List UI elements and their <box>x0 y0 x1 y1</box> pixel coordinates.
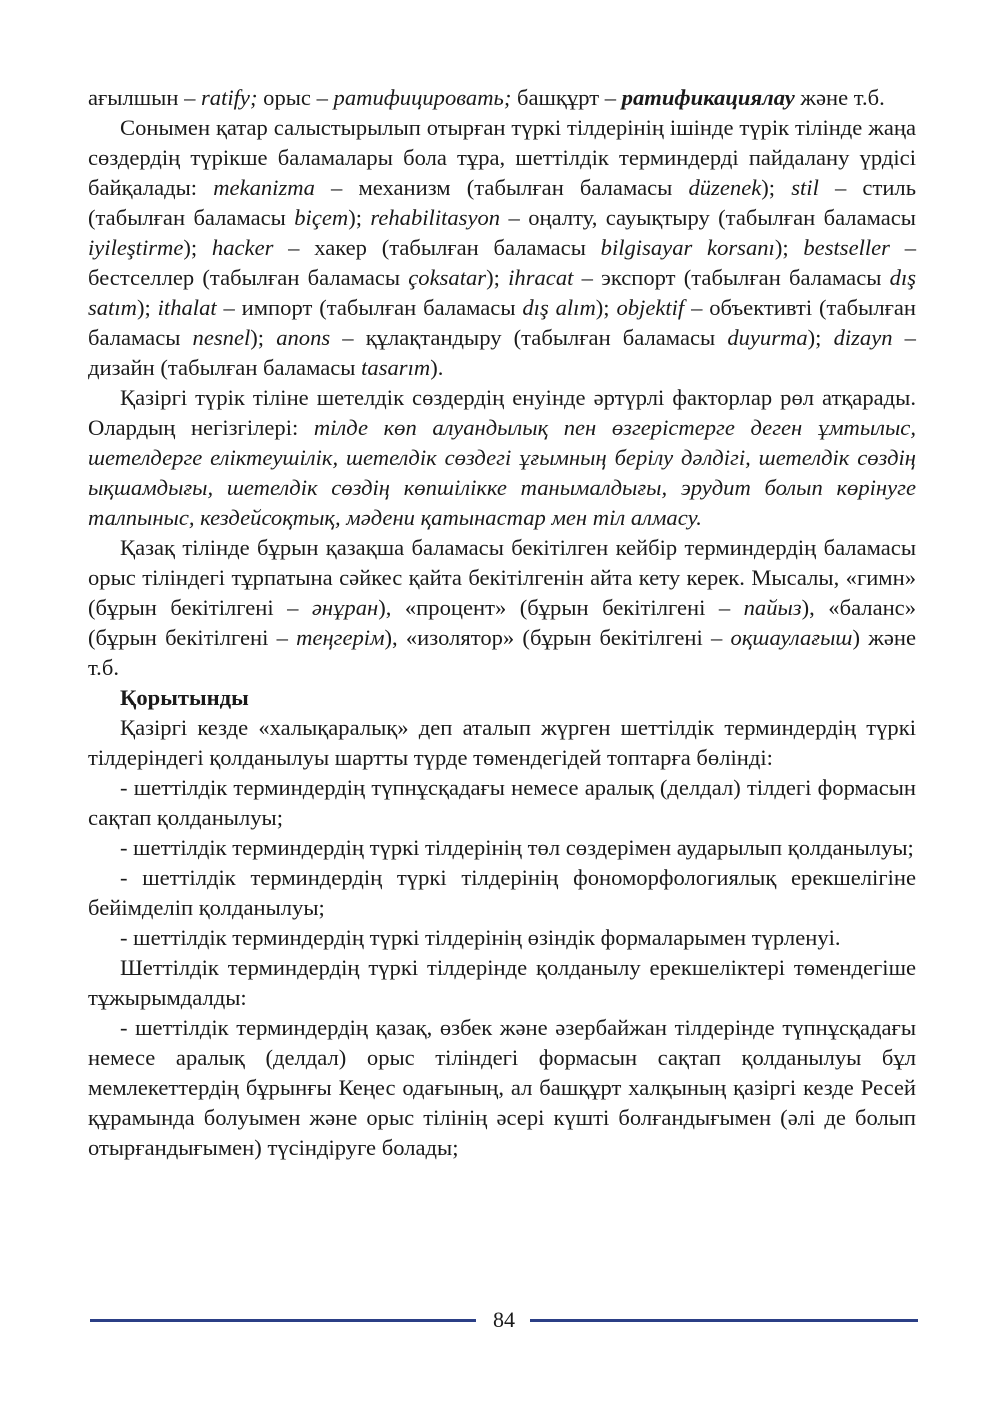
text-run: Сонымен қатар салыстырылып отырған түркі тілдерінің ішінде түрік тілінде жаңа сөздердің түрікше баламалары бола тұра, шеттілдік терминдерді пайдалану үрдісі байқалады: <box>88 115 916 200</box>
text-run: ihracat <box>508 265 574 290</box>
text-run: - шеттілдік терминдердің түркі тілдерінің өзіндік формаларымен түрленуі. <box>120 925 841 950</box>
text-run: – хакер (табылған баламасы <box>273 235 601 260</box>
text-run: – объективті (табылған баламасы <box>88 295 916 350</box>
text-run: ағылшын – <box>88 85 202 110</box>
page-body <box>88 83 916 1163</box>
text-run: ), «баланс» (бұрын бекітілгені – <box>88 595 917 650</box>
text-run: Қазіргі кезде «халықаралық» деп аталып жүрген шеттілдік терминдердің түркі тілдеріндегі қолданылуы шартты түрде төмендегідей топтарға бөлінді: <box>88 715 916 770</box>
text-run: – оңалту, сауықтыру (табылған баламасы <box>500 205 916 230</box>
text-run: duyurma <box>727 325 808 350</box>
text-run: - шеттілдік терминдердің түркі тілдерінің төл сөздерімен аударылып қолданылуы; <box>120 835 914 860</box>
para-conclusion-intro <box>88 713 916 773</box>
text-run: rehabilitasyon <box>370 205 501 230</box>
para-factors <box>88 383 916 533</box>
text-run: dış alım <box>522 295 596 320</box>
text-run: objektif <box>616 295 685 320</box>
text-run: bilgisayar korsanı <box>600 235 775 260</box>
text-run: Қазіргі түрік тіліне шетелдік сөздердің енуінде әртүрлі факторлар рөл атқарады. Олардың негізгілері: <box>88 385 916 440</box>
text-run: теңгерім <box>296 625 385 650</box>
text-run: ); <box>761 175 792 200</box>
text-run: ithalat <box>157 295 217 320</box>
list-item-2 <box>88 833 916 863</box>
text-run: тілде көп алуандылық пен өзгерістерге деген ұмтылыс, шетелдерге еліктеушілік, шетелдік сөздегі ұғымның берілу дәлдігі, шетелдік сөздің ықшамдығы, шетелдік сөздің көпшілікке танымалдығы, эрудит болып көрінуге талпыныс, кездейсоқтық, мәдени қатынастар мен тіл алмасу. <box>88 415 916 530</box>
text-run: mekanizma <box>213 175 315 200</box>
text-run: hacker <box>211 235 274 260</box>
para-turkish-terms <box>88 113 916 383</box>
list-item-4 <box>88 923 916 953</box>
text-run: ратифицировать; <box>333 85 512 110</box>
text-run: ); <box>183 235 212 260</box>
text-run: Қазақ тілінде бұрын қазақша баламасы бекітілген кейбір терминдердің баламасы орыс тіліндегі тұрпатына сәйкес қайта бекітілгенін айта кету керек. Мысалы, «гимн» (бұрын бекітілгені – <box>88 535 916 620</box>
text-run: anons <box>276 325 331 350</box>
text-run: ); <box>136 295 158 320</box>
footer-rule-right <box>530 1319 918 1322</box>
text-run: - шеттілдік терминдердің түркі тілдерінің фономорфологиялық ерекшелігіне бейімделіп қолданылуы; <box>88 865 916 920</box>
text-run: ). <box>430 355 444 380</box>
text-run: әнұран <box>311 595 379 620</box>
text-run: biçem <box>294 205 349 230</box>
text-run: nesnel <box>192 325 251 350</box>
list-item-5 <box>88 1013 916 1163</box>
para-features-intro <box>88 953 916 1013</box>
text-run: – құлақтандыру (табылған баламасы <box>330 325 728 350</box>
para-kazakh-terms <box>88 533 916 683</box>
text-run: stil <box>791 175 819 200</box>
text-run: Шеттілдік терминдердің түркі тілдерінде қолданылу ерекшеліктері төмендегіше тұжырымдалды: <box>88 955 916 1010</box>
text-run: ); <box>250 325 277 350</box>
text-run: Қорытынды <box>120 685 249 710</box>
text-run: - шеттілдік терминдердің түпнұсқадағы немесе аралық (делдал) тілдегі формасын сақтап қолданылуы; <box>88 775 916 830</box>
text-run: dış satım <box>88 265 917 320</box>
page-number: 84 <box>493 1307 515 1332</box>
text-run: ); <box>774 235 804 260</box>
text-run: ) және т.б. <box>88 625 916 680</box>
text-run: ), «процент» (бұрын бекітілгені – <box>378 595 744 620</box>
text-run: çoksatar <box>408 265 487 290</box>
text-run: және т.б. <box>794 85 885 110</box>
text-run: оқшаулағыш <box>730 625 853 650</box>
text-run: – импорт (табылған баламасы <box>216 295 523 320</box>
text-run: ratify; <box>201 85 258 110</box>
text-run: – дизайн (табылған баламасы <box>88 325 916 380</box>
text-run: ); <box>807 325 834 350</box>
text-run: ратификациялау <box>621 85 795 110</box>
para-ratify <box>88 83 916 113</box>
list-item-1 <box>88 773 916 833</box>
footer-rule-left <box>90 1319 476 1322</box>
text-run: ); <box>486 265 509 290</box>
text-run: ); <box>348 205 371 230</box>
text-run: пайыз <box>743 595 802 620</box>
section-heading <box>88 683 916 713</box>
text-run: – механизм (табылған баламасы <box>314 175 689 200</box>
text-run: орыс – <box>257 85 334 110</box>
text-run: – бестселлер (табылған баламасы <box>88 235 917 290</box>
text-run: tasarım <box>361 355 431 380</box>
text-run: - шеттілдік терминдердің қазақ, өзбек және әзербайжан тілдерінде түпнұсқадағы немесе аралық (делдал) орыс тіліндегі формасын сақтап қолданылуы бұл мемлекеттердің бұрынғы Кеңес одағының, ал башқұрт халқының қазіргі кезде Ресей құрамында болуымен және орыс тілінің әсері күшті болғандығымен (әлі де болып отырғандығымен) түсіндіруге болады; <box>88 1015 916 1160</box>
text-run: iyileştirme <box>88 235 184 260</box>
list-item-3 <box>88 863 916 923</box>
page-footer <box>90 1305 918 1339</box>
text-run: ), «изолятор» (бұрын бекітілгені – <box>384 625 731 650</box>
text-run: башқұрт – <box>511 85 622 110</box>
text-run: – стиль (табылған баламасы <box>88 175 916 230</box>
text-run: – экспорт (табылған баламасы <box>573 265 890 290</box>
text-run: dizayn <box>833 325 893 350</box>
text-run: bestseller <box>803 235 890 260</box>
text-run: ); <box>595 295 617 320</box>
text-run: düzenek <box>688 175 762 200</box>
